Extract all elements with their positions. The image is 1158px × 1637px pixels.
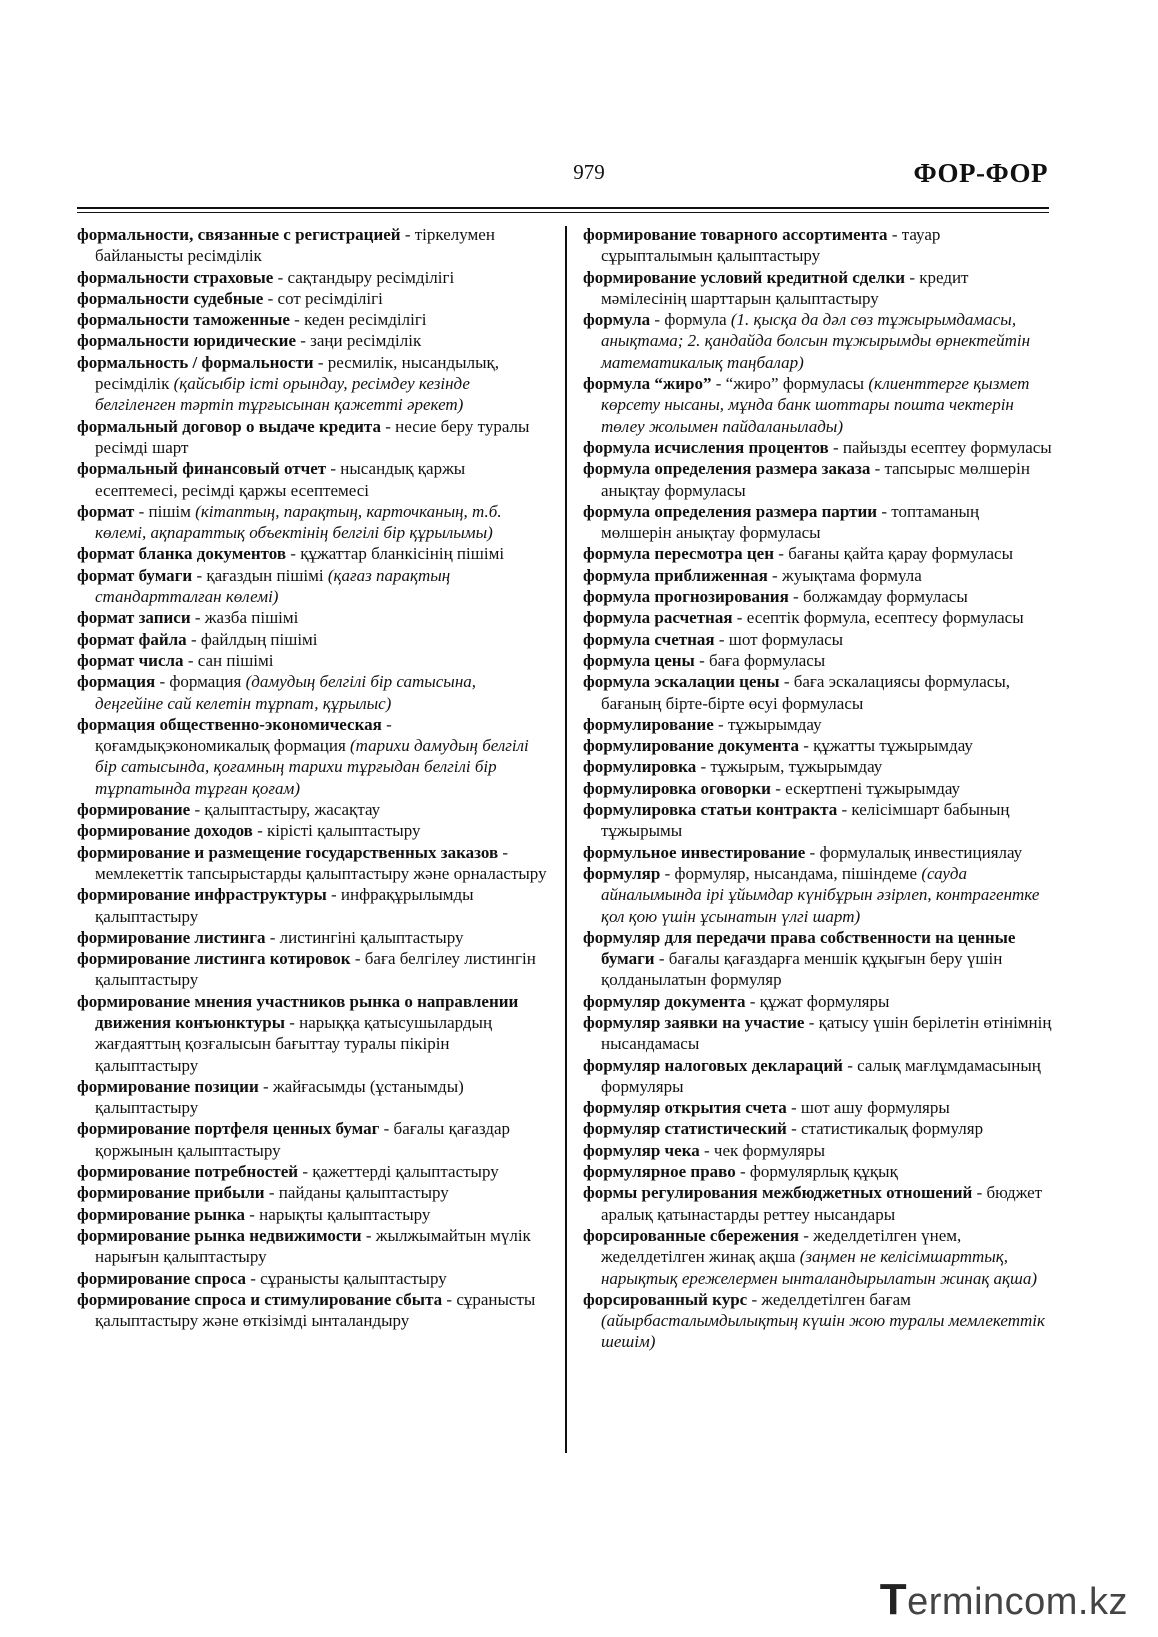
- entry-term: формирование листинга: [77, 927, 266, 947]
- entry-term: формирование инфраструктуры: [77, 885, 327, 905]
- entry-translation: қағаздын пішімі: [206, 565, 324, 585]
- dictionary-entry: формула расчетная - есептік формула, есептесу формуласы: [583, 608, 1024, 628]
- entry-translation: нысандық қаржы есептемесі, ресімді қаржы есептемесі: [95, 459, 466, 500]
- entry-translation: пайданы қалыптастыру: [278, 1183, 449, 1203]
- entry-term: формуляр открытия счета: [583, 1098, 787, 1118]
- dictionary-entry: формат бланка документов - құжаттар бланкісінің пішімі: [77, 544, 505, 564]
- entry-translation: ескертпені тұжырымдау: [785, 778, 961, 798]
- entry-note: (клиенттерге қызмет көрсету нысаны, мұнда банк шоттары пошта чектерін төлеу жолымен пайдаланылады): [601, 374, 1030, 436]
- entry-translation: нарыққа қатысушылардың жағдаяттың қозғалысын бағыттау туралы пікірін қалыптастыру: [95, 1012, 493, 1075]
- entry-term: формуляр заявки на участие: [583, 1012, 805, 1032]
- dictionary-entry: формуляр - формуляр, нысандама, пішіндеме (сауда айналымында ірі ұйымдар күнібұрын әзірлеп, контрагентке қол қою үшін ұсынатын үлгі шарт): [583, 863, 1040, 926]
- entry-translation: тіркелумен байланысты ресімділік: [95, 225, 495, 266]
- entry-term: формирование потребностей: [77, 1162, 299, 1182]
- entry-term: формуляр: [583, 863, 661, 883]
- entry-translation: тұжырым, тұжырымдау: [710, 757, 883, 777]
- dictionary-entry: формат записи - жазба пішімі: [77, 608, 299, 628]
- entry-term: формула: [583, 310, 651, 330]
- entry-term: формуляр статистический: [583, 1119, 787, 1139]
- running-head: ФОР-ФОР: [913, 158, 1048, 188]
- entry-translation: кірісті қалыптастыру: [267, 821, 421, 841]
- dictionary-entry: формула прогнозирования - болжамдау формуласы: [583, 587, 968, 607]
- dictionary-entry: формуляр документа - құжат формуляры: [583, 991, 890, 1011]
- entry-term: формула пересмотра цен: [583, 544, 775, 564]
- right-column: [583, 224, 1053, 1353]
- dictionary-entry: формальности судебные - сот ресімділігі: [77, 288, 383, 308]
- entry-translation: мемлекеттік тапсырыстарды қалыптастыру және орналастыру: [95, 863, 547, 883]
- dictionary-entry: формат числа - сан пішімі: [77, 650, 274, 670]
- dictionary-entry: формула пересмотра цен - бағаны қайта қарау формуласы: [583, 544, 1014, 564]
- entry-term: формирование товарного ассортимента: [583, 225, 888, 244]
- entry-term: формирование позиции: [77, 1076, 259, 1096]
- entry-term: формула эскалации цены: [583, 672, 780, 692]
- dictionary-entry: формирование листинга котировок - баға белгілеу листингін қалыптастыру: [77, 949, 536, 990]
- entry-translation: қажеттерді қалыптастыру: [312, 1162, 499, 1182]
- entry-translation: формулалық инвестициялау: [819, 842, 1023, 862]
- entry-term: формулировка статьи контракта: [583, 800, 838, 820]
- dictionary-entry: форсированный курс - жеделдетілген бағам (айырбасталымдылықтың күшін жою туралы мемлекеттік шешім): [583, 1289, 1045, 1352]
- dictionary-entry: формула приближенная - жуықтама формула: [583, 565, 922, 585]
- entry-translation: тұжырымдау: [727, 714, 822, 734]
- entry-term: формуляр налоговых деклараций: [583, 1055, 843, 1075]
- dictionary-entry: формуляр статистический - статистикалық формуляр: [583, 1119, 984, 1139]
- dictionary-entry: формирование доходов - кірісті қалыптастыру: [77, 821, 421, 841]
- entry-translation: нарықты қалыптастыру: [259, 1204, 431, 1224]
- entry-translation: жайғасымды (ұстанымды) қалыптастыру: [95, 1076, 464, 1118]
- entry-translation: инфрақұрылымды қалыптастыру: [95, 885, 474, 926]
- entry-term: формация: [77, 672, 156, 692]
- dictionary-entry: формирование спроса и стимулирование сбыта - сұранысты қалыптастыру және өткізімді ынталандыру: [77, 1289, 536, 1331]
- watermark-first-letter: T: [879, 1575, 908, 1624]
- entry-term: формальности юридические: [77, 331, 296, 351]
- dictionary-entry: формуляр открытия счета - шот ашу формуляры: [583, 1098, 950, 1118]
- entry-translation: құжат формуляры: [759, 991, 890, 1011]
- entry-translation: ресмилік, нысандылық, ресімділік: [95, 352, 500, 394]
- entry-translation: сұранысты қалыптастыру және өткізімді ынталандыру: [95, 1289, 536, 1331]
- entry-translation: формула: [664, 310, 727, 330]
- entry-term: формат файла: [77, 629, 187, 649]
- header-rule-thin: [77, 212, 1049, 213]
- entry-term: формирование портфеля ценных бумаг: [77, 1119, 380, 1139]
- entry-note: (заңмен не келісімшарттық, нарықтық ережелермен ынталандырылатын жинақ ақша): [601, 1247, 1037, 1288]
- entry-note: (айырбасталымдылықтың күшін жою туралы мемлекеттік шешім): [601, 1311, 1045, 1352]
- entry-term: формат записи: [77, 608, 191, 628]
- dictionary-entry: формула определения размера заказа - тапсырыс мөлшерін анықтау формуласы: [583, 459, 1030, 500]
- entry-term: формат: [77, 501, 135, 521]
- entry-term: формулярное право: [583, 1162, 736, 1182]
- entry-term: формульное инвестирование: [583, 842, 806, 862]
- dictionary-entry: формальности страховые - сақтандыру ресімділігі: [77, 267, 455, 287]
- entry-translation: есептік формула, есептесу формуласы: [746, 608, 1024, 628]
- entry-translation: формация: [169, 672, 242, 692]
- entry-term: формирование спроса: [77, 1268, 246, 1288]
- dictionary-entry: формулировка статьи контракта - келісімшарт бабының тұжырымы: [583, 800, 1010, 841]
- entry-term: формат бланка документов: [77, 544, 287, 564]
- entry-translation: чек формуляры: [713, 1140, 826, 1160]
- dictionary-entry: формуляр заявки на участие - қатысу үшін берілетін өтінімнің нысандамасы: [583, 1012, 1052, 1054]
- entry-translation: жеделдетілген үнем, жеделдетілген жинақ ақша: [601, 1225, 962, 1267]
- entry-translation: бағаны қайта қарау формуласы: [788, 544, 1014, 564]
- dictionary-entry: формирование портфеля ценных бумаг - бағалы қағаздар қоржынын қалыптастыру: [77, 1119, 510, 1160]
- dictionary-entry: формулирование документа - құжатты тұжырымдау: [583, 736, 973, 756]
- dictionary-entry: формальность / формальности - ресмилік, нысандылық, ресімділік (қайсыбір істі орындау, ресімдеу кезінде белгіленген тәртіп тұрғысынан қажетті әрекет): [77, 352, 500, 415]
- dictionary-entry: формула цены - баға формуласы: [583, 650, 826, 670]
- entry-term: формула счетная: [583, 629, 715, 649]
- entry-translation: қалыптастыру, жасақтау: [204, 800, 381, 820]
- entry-note: (сауда айналымында ірі ұйымдар күнібұрын әзірлеп, контрагентке қол қою үшін ұсынатын үлгі шарт): [601, 863, 1040, 926]
- entry-translation: пішім: [148, 501, 191, 521]
- dictionary-entry: формация общественно-экономическая - қоғамдықэкономикалық формация (тарихи дамудың белгілі бір сатысында, қоғамның тарихи тұрғыдан белгілі бір тұрпатында тұрған қоғам): [77, 714, 529, 798]
- dictionary-entry: формальности таможенные - кеден ресімділігі: [77, 310, 427, 330]
- entry-term: формула определения размера заказа: [583, 459, 871, 479]
- entry-term: формула исчисления процентов: [583, 437, 829, 457]
- entry-translation: сан пішімі: [197, 650, 274, 670]
- entry-term: формирование доходов: [77, 821, 253, 841]
- entry-translation: сот ресімділігі: [277, 288, 383, 308]
- entry-translation: келісімшарт бабының тұжырымы: [601, 800, 1010, 841]
- entry-term: формирование рынка недвижимости: [77, 1225, 362, 1245]
- entry-translation: қатысу үшін берілетін өтінімнің нысандамасы: [601, 1012, 1052, 1054]
- entry-term: формат числа: [77, 650, 184, 670]
- entry-term: формальности, связанные с регистрацией: [77, 225, 401, 244]
- entry-translation: бюджет аралық қатынастарды реттеу нысандары: [601, 1183, 1043, 1224]
- dictionary-entry: формуляр для передачи права собственности на ценные бумаги - бағалы қағаздарға меншік құқығын беру үшін қолданылатын формуляр: [583, 927, 1016, 990]
- entry-term: формуляр для передачи права собственности на ценные бумаги: [583, 927, 1016, 969]
- dictionary-entry: формы регулирования межбюджетных отношений - бюджет аралық қатынастарды реттеу нысандары: [583, 1183, 1043, 1224]
- entry-note: (қағаз парақтың стандартталған көлемі): [95, 565, 451, 607]
- dictionary-entry: формулярное право - формулярлық құқық: [583, 1162, 898, 1182]
- entry-translation: листингіні қалыптастыру: [279, 927, 464, 947]
- entry-translation: файлдың пішімі: [200, 629, 318, 649]
- column-divider: [565, 226, 567, 1453]
- dictionary-entry: формирование - қалыптастыру, жасақтау: [77, 800, 381, 820]
- dictionary-entry: формирование спроса - сұранысты қалыптастыру: [77, 1268, 447, 1288]
- entry-translation: жуықтама формула: [781, 565, 922, 585]
- entry-term: формула цены: [583, 650, 695, 670]
- entry-translation: тауар сұрыпталымын қалыптастыру: [601, 225, 941, 266]
- dictionary-entry: формальный финансовый отчет - нысандық қаржы есептемесі, ресімді қаржы есептемесі: [77, 459, 466, 500]
- entry-translation: пайызды есептеу формуласы: [842, 437, 1052, 457]
- entry-translation: құжаттар бланкісінің пішімі: [300, 544, 505, 564]
- dictionary-entry: формирование условий кредитной сделки - кредит мәмілесінің шарттарын қалыптастыру: [583, 267, 969, 308]
- entry-term: формат бумаги: [77, 565, 193, 585]
- entry-translation: формуляр, нысандама, пішіндеме: [674, 863, 918, 883]
- terminkom-watermark: [880, 1575, 1128, 1625]
- entry-translation: баға белгілеу листингін қалыптастыру: [95, 949, 536, 990]
- entry-term: формула определения размера партии: [583, 501, 878, 521]
- dictionary-entry: формирование рынка - нарықты қалыптастыру: [77, 1204, 431, 1224]
- entry-term: формулирование документа: [583, 736, 799, 756]
- entry-translation: “жиро” формуласы: [725, 374, 865, 394]
- dictionary-entry: формирование товарного ассортимента - тауар сұрыпталымын қалыптастыру: [583, 225, 941, 266]
- entry-translation: формулярлық құқық: [749, 1162, 898, 1182]
- entry-translation: заңи ресімділік: [310, 331, 422, 351]
- dictionary-entry: формулировка - тұжырым, тұжырымдау: [583, 757, 883, 777]
- entry-translation: жеделдетілген бағам: [761, 1289, 911, 1309]
- entry-translation: несие беру туралы ресімді шарт: [95, 416, 530, 457]
- dictionary-entry: формирование инфраструктуры - инфрақұрылымды қалыптастыру: [77, 885, 474, 926]
- dictionary-entry: формуляр чека - чек формуляры: [583, 1140, 826, 1160]
- entry-term: формула прогнозирования: [583, 587, 789, 607]
- entry-term: формуляр чека: [583, 1140, 700, 1160]
- entry-term: формирование листинга котировок: [77, 949, 351, 969]
- entry-translation: баға формуласы: [708, 650, 826, 670]
- entry-term: формирование: [77, 800, 191, 820]
- dictionary-entry: формула эскалации цены - баға эскалациясы формуласы, бағаның бірте-бірте өсуі формуласы: [583, 672, 1011, 713]
- entry-translation: қоғамдықэкономикалық формация: [95, 736, 346, 756]
- entry-translation: сұранысты қалыптастыру: [260, 1268, 447, 1288]
- entry-note: (тарихи дамудың белгілі бір сатысында, қоғамның тарихи тұрғыдан белгілі бір тұрпатында тұрған қоғам): [95, 736, 529, 798]
- page-number: 979: [573, 160, 605, 184]
- entry-translation: болжамдау формуласы: [802, 587, 968, 607]
- entry-term: формирование прибыли: [77, 1183, 265, 1203]
- dictionary-entry: формирование рынка недвижимости - жылжымайтын мүлік нарығын қалыптастыру: [77, 1225, 531, 1267]
- dictionary-entry: формуляр налоговых деклараций - салық мағлұмдамасының формуляры: [583, 1055, 1041, 1096]
- dictionary-entry: формат - пішім (кітаптың, парақтың, карточканың, т.б. көлемі, ақпараттық объектінің белгілі бір құрылымы): [77, 501, 502, 543]
- entry-term: формулировка: [583, 757, 697, 777]
- entry-translation: сақтандыру ресімділігі: [287, 267, 455, 287]
- entry-term: формальности судебные: [77, 288, 264, 308]
- dictionary-entry: формульное инвестирование - формулалық инвестициялау: [583, 842, 1023, 862]
- dictionary-entry: форсированные сбережения - жеделдетілген үнем, жеделдетілген жинақ ақша (заңмен не келісімшарттық, нарықтық ережелермен ынталандырылатын жинақ ақша): [583, 1225, 1037, 1288]
- dictionary-entry: формирование листинга - листингіні қалыптастыру: [77, 927, 464, 947]
- entry-translation: шот формуласы: [728, 629, 844, 649]
- dictionary-entry: формулировка оговорки - ескертпені тұжырымдау: [583, 778, 961, 798]
- entry-term: формулировка оговорки: [583, 778, 771, 798]
- dictionary-entry: формула “жиро” - “жиро” формуласы (клиенттерге қызмет көрсету нысаны, мұнда банк шоттары пошта чектерін төлеу жолымен пайдаланылады): [583, 374, 1030, 436]
- entry-translation: салық мағлұмдамасының формуляры: [601, 1055, 1041, 1096]
- entry-term: форсированные сбережения: [583, 1225, 799, 1245]
- entry-translation: құжатты тұжырымдау: [813, 736, 973, 756]
- entry-term: формирование условий кредитной сделки: [583, 267, 906, 287]
- dictionary-entry: формация - формация (дамудың белгілі бір сатысына, деңгейіне сай келетін тұрпат, құрылыс): [77, 672, 476, 713]
- dictionary-entry: формат бумаги - қағаздын пішімі (қағаз парақтың стандартталған көлемі): [77, 565, 451, 607]
- entry-term: формирование и размещение государственных заказов: [77, 842, 499, 862]
- entry-term: формула “жиро”: [583, 374, 712, 394]
- entry-term: формирование рынка: [77, 1204, 245, 1224]
- entry-term: формальный финансовый отчет: [77, 459, 327, 479]
- dictionary-entry: формирование потребностей - қажеттерді қалыптастыру: [77, 1162, 499, 1182]
- entry-term: формы регулирования межбюджетных отношений: [583, 1183, 973, 1203]
- entry-note: (қайсыбір істі орындау, ресімдеу кезінде белгіленген тәртіп тұрғысынан қажетті әрекет): [95, 374, 470, 415]
- entry-translation: топтаманың мөлшерін анықтау формуласы: [601, 501, 980, 543]
- dictionary-entry: формальный договор о выдаче кредита - несие беру туралы ресімді шарт: [77, 416, 530, 457]
- entry-term: формальность / формальности: [77, 352, 314, 372]
- watermark-text: ermincom.kz: [907, 1581, 1128, 1623]
- entry-translation: шот ашу формуляры: [800, 1098, 950, 1118]
- entry-translation: баға эскалациясы формуласы, бағаның бірте-бірте өсуі формуласы: [601, 672, 1011, 713]
- entry-term: формирование мнения участников рынка о направлении движения конъюнктуры: [77, 991, 519, 1032]
- entry-translation: тапсырыс мөлшерін анықтау формуласы: [601, 459, 1030, 500]
- entry-translation: жылжымайтын мүлік нарығын қалыптастыру: [95, 1225, 531, 1267]
- dictionary-entry: формирование мнения участников рынка о направлении движения конъюнктуры - нарыққа қатысушылардың жағдаяттың қозғалысын бағыттау туралы пікірін қалыптастыру: [77, 991, 519, 1075]
- entry-note: (кітаптың, парақтың, карточканың, т.б. көлемі, ақпараттық объектінің белгілі бір құрылымы): [95, 501, 502, 543]
- dictionary-entry: формула счетная - шот формуласы: [583, 629, 844, 649]
- entry-translation: жазба пішімі: [204, 608, 299, 628]
- entry-term: формулирование: [583, 714, 714, 734]
- dictionary-entry: формирование позиции - жайғасымды (ұстанымды) қалыптастыру: [77, 1076, 464, 1118]
- entry-term: формация общественно-экономическая: [77, 714, 382, 734]
- entry-translation: кредит мәмілесінің шарттарын қалыптастыру: [601, 267, 969, 308]
- entry-translation: статистикалық формуляр: [801, 1119, 984, 1139]
- dictionary-entry: формирование прибыли - пайданы қалыптастыру: [77, 1183, 449, 1203]
- entry-term: формуляр документа: [583, 991, 746, 1011]
- dictionary-entry: формула - формула (1. қысқа да дәл сөз тұжырымдамасы, анықтама; 2. қандайда болсын тұжырымды өрнектейтін математикалық таңбалар): [583, 310, 1031, 372]
- dictionary-entry: формирование и размещение государственных заказов - мемлекеттік тапсырыстарды қалыптастыру және орналастыру: [77, 842, 547, 883]
- left-column: [77, 224, 547, 1331]
- entry-translation: бағалы қағаздар қоржынын қалыптастыру: [95, 1119, 510, 1160]
- dictionary-entry: формальности юридические - заңи ресімділік: [77, 331, 422, 351]
- entry-term: формальности таможенные: [77, 310, 290, 330]
- entry-translation: кеден ресімділігі: [304, 310, 427, 330]
- dictionary-entry: формула исчисления процентов - пайызды есептеу формуласы: [583, 437, 1052, 457]
- entry-translation: бағалы қағаздарға меншік құқығын беру үшін қолданылатын формуляр: [601, 949, 1003, 990]
- dictionary-entry: формальности, связанные с регистрацией - тіркелумен байланысты ресімділік: [77, 225, 495, 266]
- entry-term: формула приближенная: [583, 565, 768, 585]
- dictionary-entry: формулирование - тұжырымдау: [583, 714, 822, 734]
- entry-note: (дамудың белгілі бір сатысына, деңгейіне сай келетін тұрпат, құрылыс): [95, 672, 476, 713]
- entry-term: формирование спроса и стимулирование сбыта: [77, 1289, 443, 1309]
- entry-term: формальный договор о выдаче кредита: [77, 416, 381, 436]
- entry-term: формальности страховые: [77, 267, 274, 287]
- dictionary-entry: формула определения размера партии - топтаманың мөлшерін анықтау формуласы: [583, 501, 980, 543]
- dictionary-entry: формат файла - файлдың пішімі: [77, 629, 318, 649]
- entry-term: форсированный курс: [583, 1289, 748, 1309]
- entry-note: (1. қысқа да дәл сөз тұжырымдамасы, анықтама; 2. қандайда болсын тұжырымды өрнектейтін математикалық таңбалар): [601, 310, 1031, 372]
- header-rule-thick: [77, 207, 1049, 209]
- entry-term: формула расчетная: [583, 608, 733, 628]
